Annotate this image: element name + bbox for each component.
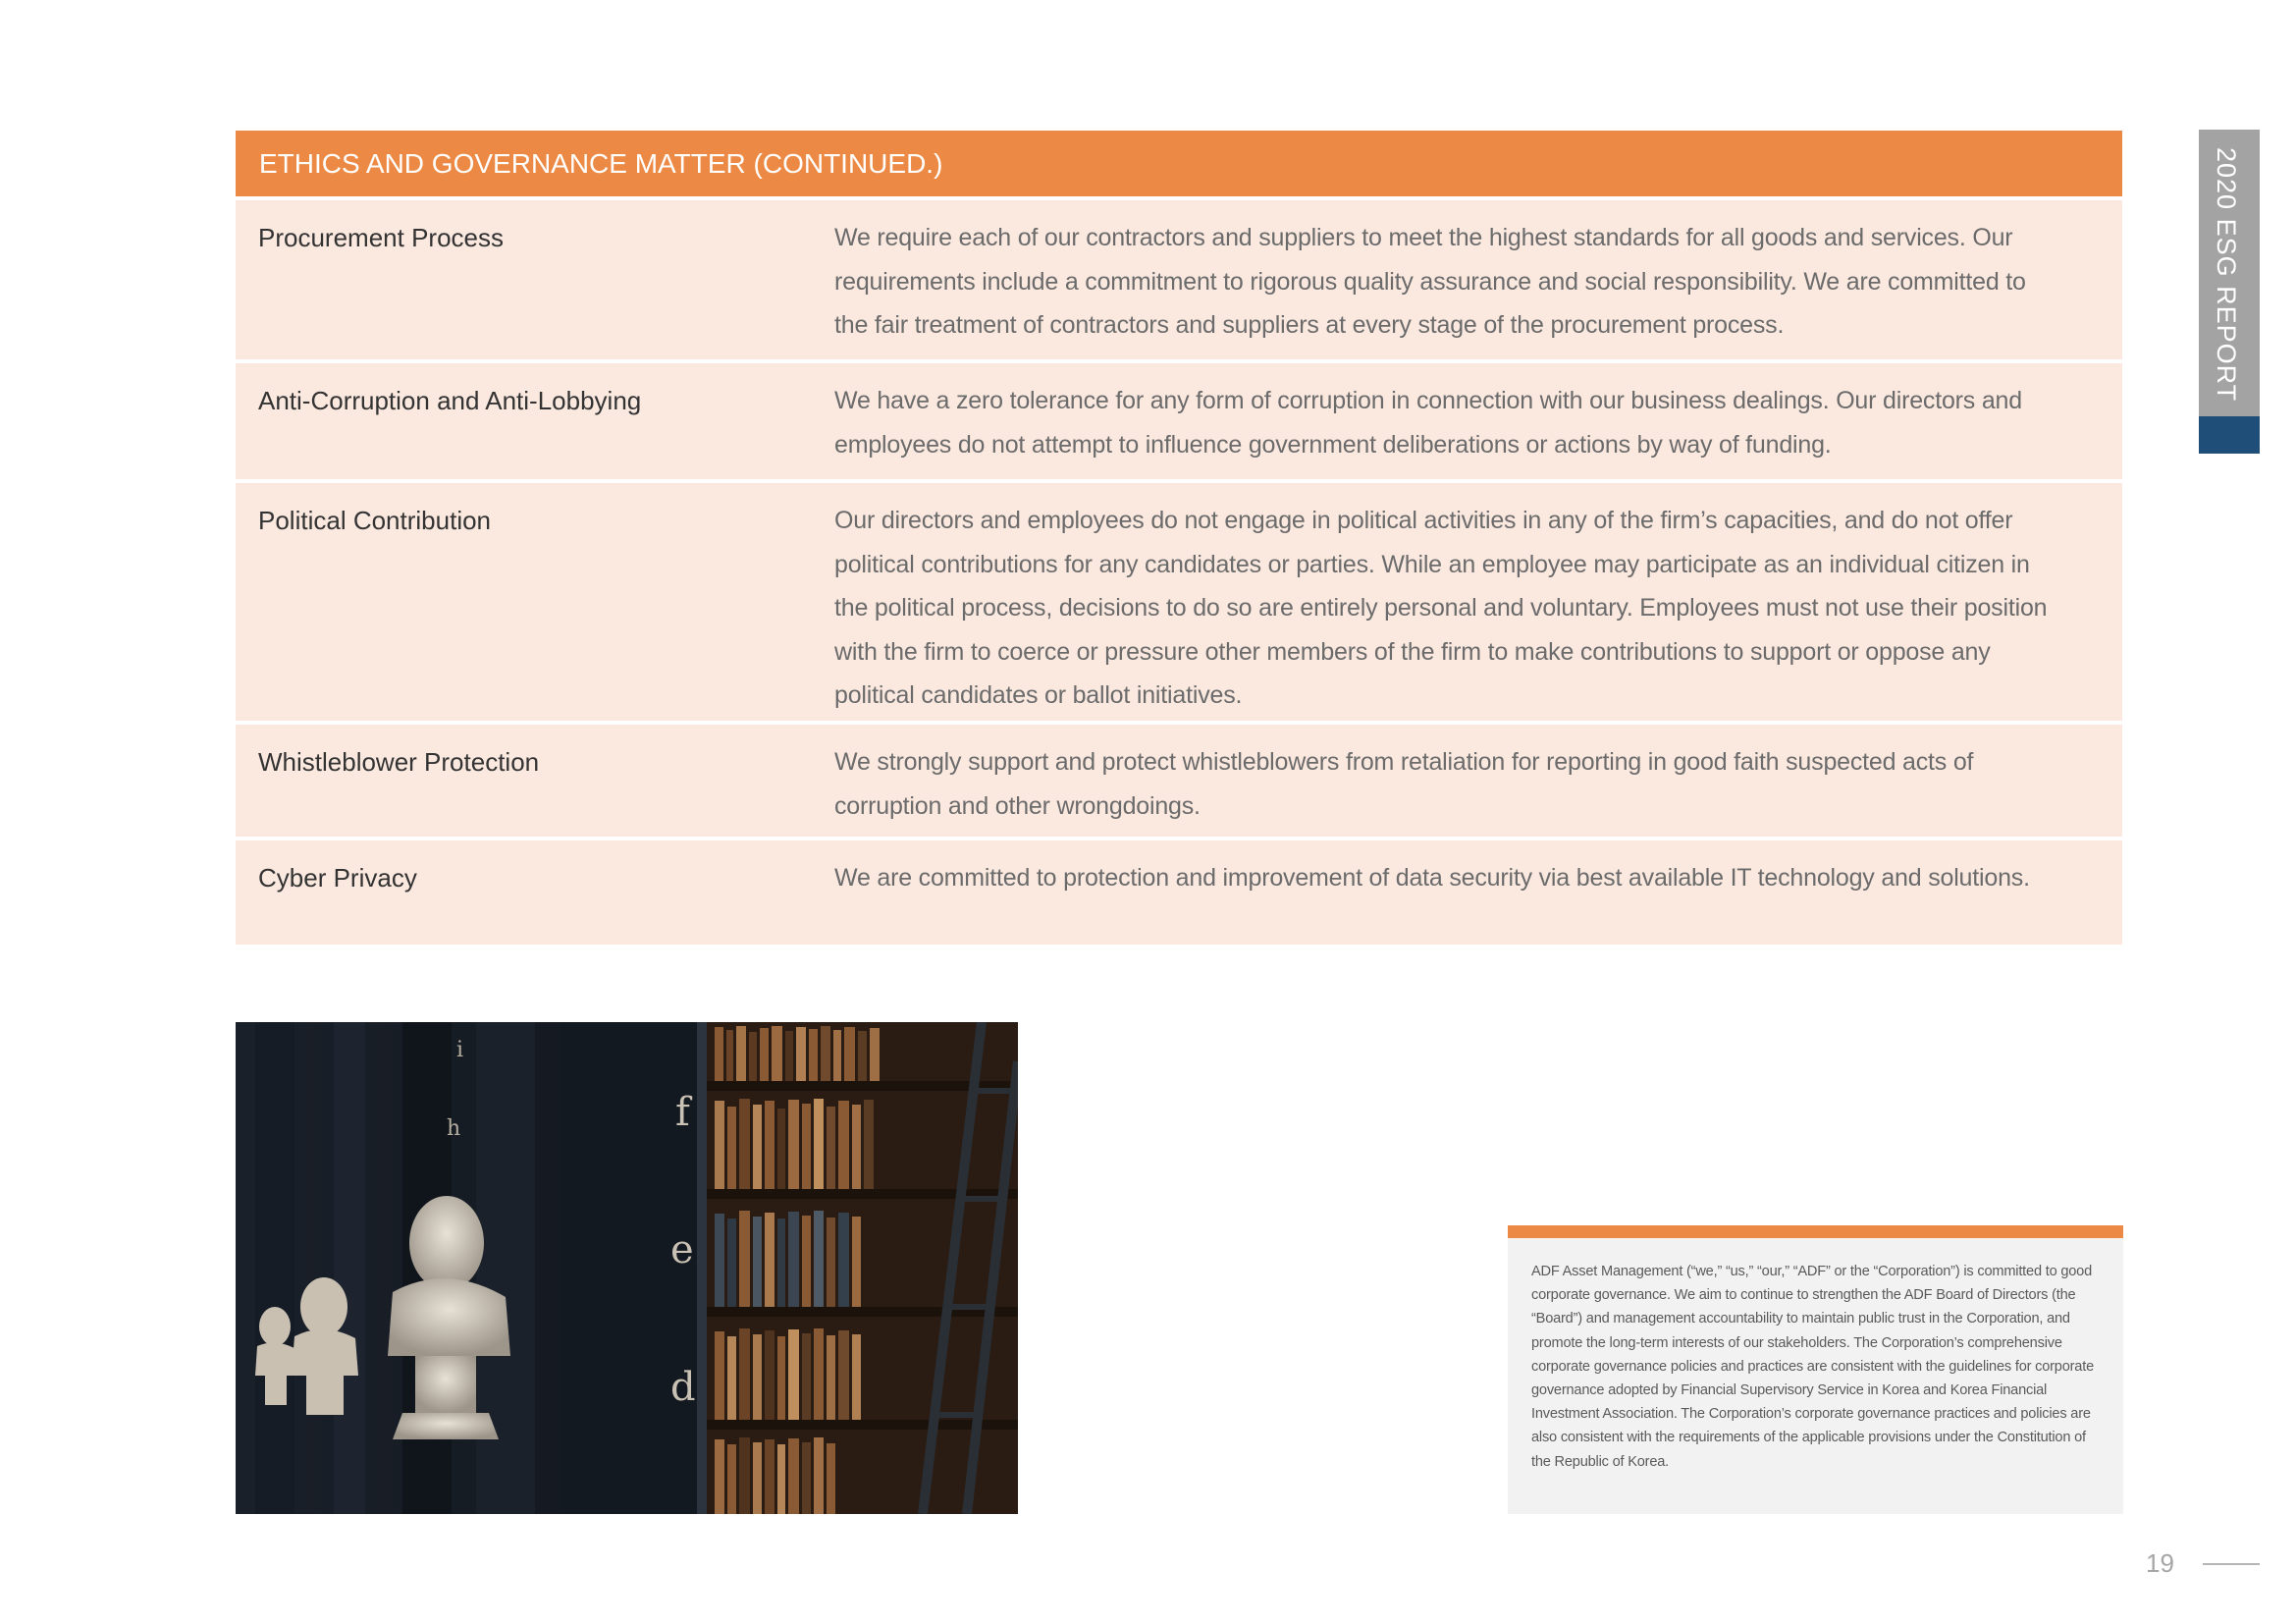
ethics-governance-table: [236, 131, 2122, 945]
row-label: Cyber Privacy: [258, 863, 417, 893]
page-number: 19: [2146, 1548, 2174, 1578]
table-header: ETHICS AND GOVERNANCE MATTER (CONTINUED.): [236, 131, 2122, 196]
row-description: Our directors and employees do not engage in political activities in any of the firm’s capacities, and do not offer political contributions for any candidates or parties. While an employee may participate as an individual citizen in the political process, decisions to do so are entirely personal and voluntary. Employees must not use their position with the firm to coerce or pressure other members of the firm to make contributions to support or oppose any political candidates or ballot initiatives.: [834, 507, 2048, 709]
side-tab-accent: [2199, 416, 2260, 454]
side-tab-label: 2020 ESG REPORT: [2212, 147, 2241, 403]
table-row: [236, 725, 2122, 837]
library-busts-photo: [236, 1022, 1018, 1514]
row-description: We strongly support and protect whistleblowers from retaliation for reporting in good faith suspected acts of corruption and other wrongdoings.: [834, 748, 1974, 820]
table-row: [236, 840, 2122, 945]
row-label: Anti-Corruption and Anti-Lobbying: [258, 386, 642, 415]
shelf-letter: i: [456, 1038, 464, 1062]
table-row: [236, 483, 2122, 721]
shelf-letter: f: [675, 1090, 690, 1135]
page-number-line: [2203, 1563, 2260, 1565]
row-description: We require each of our contractors and suppliers to meet the highest standards for all goods and services. Our requirements include a commitment to rigorous quality assurance and social responsibility. We are committed to the fair treatment of contractors and suppliers at every stage of the procurement process.: [834, 224, 2026, 339]
shelf-letter: d: [670, 1365, 696, 1410]
shelf-letter: h: [447, 1116, 461, 1141]
table-row: [236, 363, 2122, 479]
table-row: [236, 200, 2122, 359]
governance-text: ADF Asset Management (“we,” “us,” “our,” “ADF” or the “Corporation”) is committed to good corporate governance. We aim to continue to strengthen the ADF Board of Directors (the “Board”) and management accountability to maintain public trust in the Corporation, and promote the long-term interests of our stakeholders. The Corporation’s comprehensive corporate governance policies and practices are consistent with the guidelines for corporate governance adopted by Financial Supervisory Service in Korea and Korea Financial Investment Association. The Corporation’s corporate governance practices and policies are also consistent with the requirements of the applicable provisions under the Constitution of the Republic of Korea.: [1531, 1264, 2094, 1470]
row-description: We have a zero tolerance for any form of corruption in connection with our business dealings. Our directors and employees do not attempt to influence government deliberations or actions by way of funding.: [834, 387, 2022, 459]
row-label: Procurement Process: [258, 223, 504, 252]
shelf-letter: e: [670, 1227, 694, 1272]
governance-box-accent-bar: [1508, 1225, 2123, 1238]
row-label: Whistleblower Protection: [258, 747, 540, 777]
row-description: We are committed to protection and improvement of data security via best available IT technology and solutions.: [834, 864, 2030, 892]
governance-text-box: [1508, 1238, 2123, 1514]
row-label: Political Contribution: [258, 506, 492, 535]
